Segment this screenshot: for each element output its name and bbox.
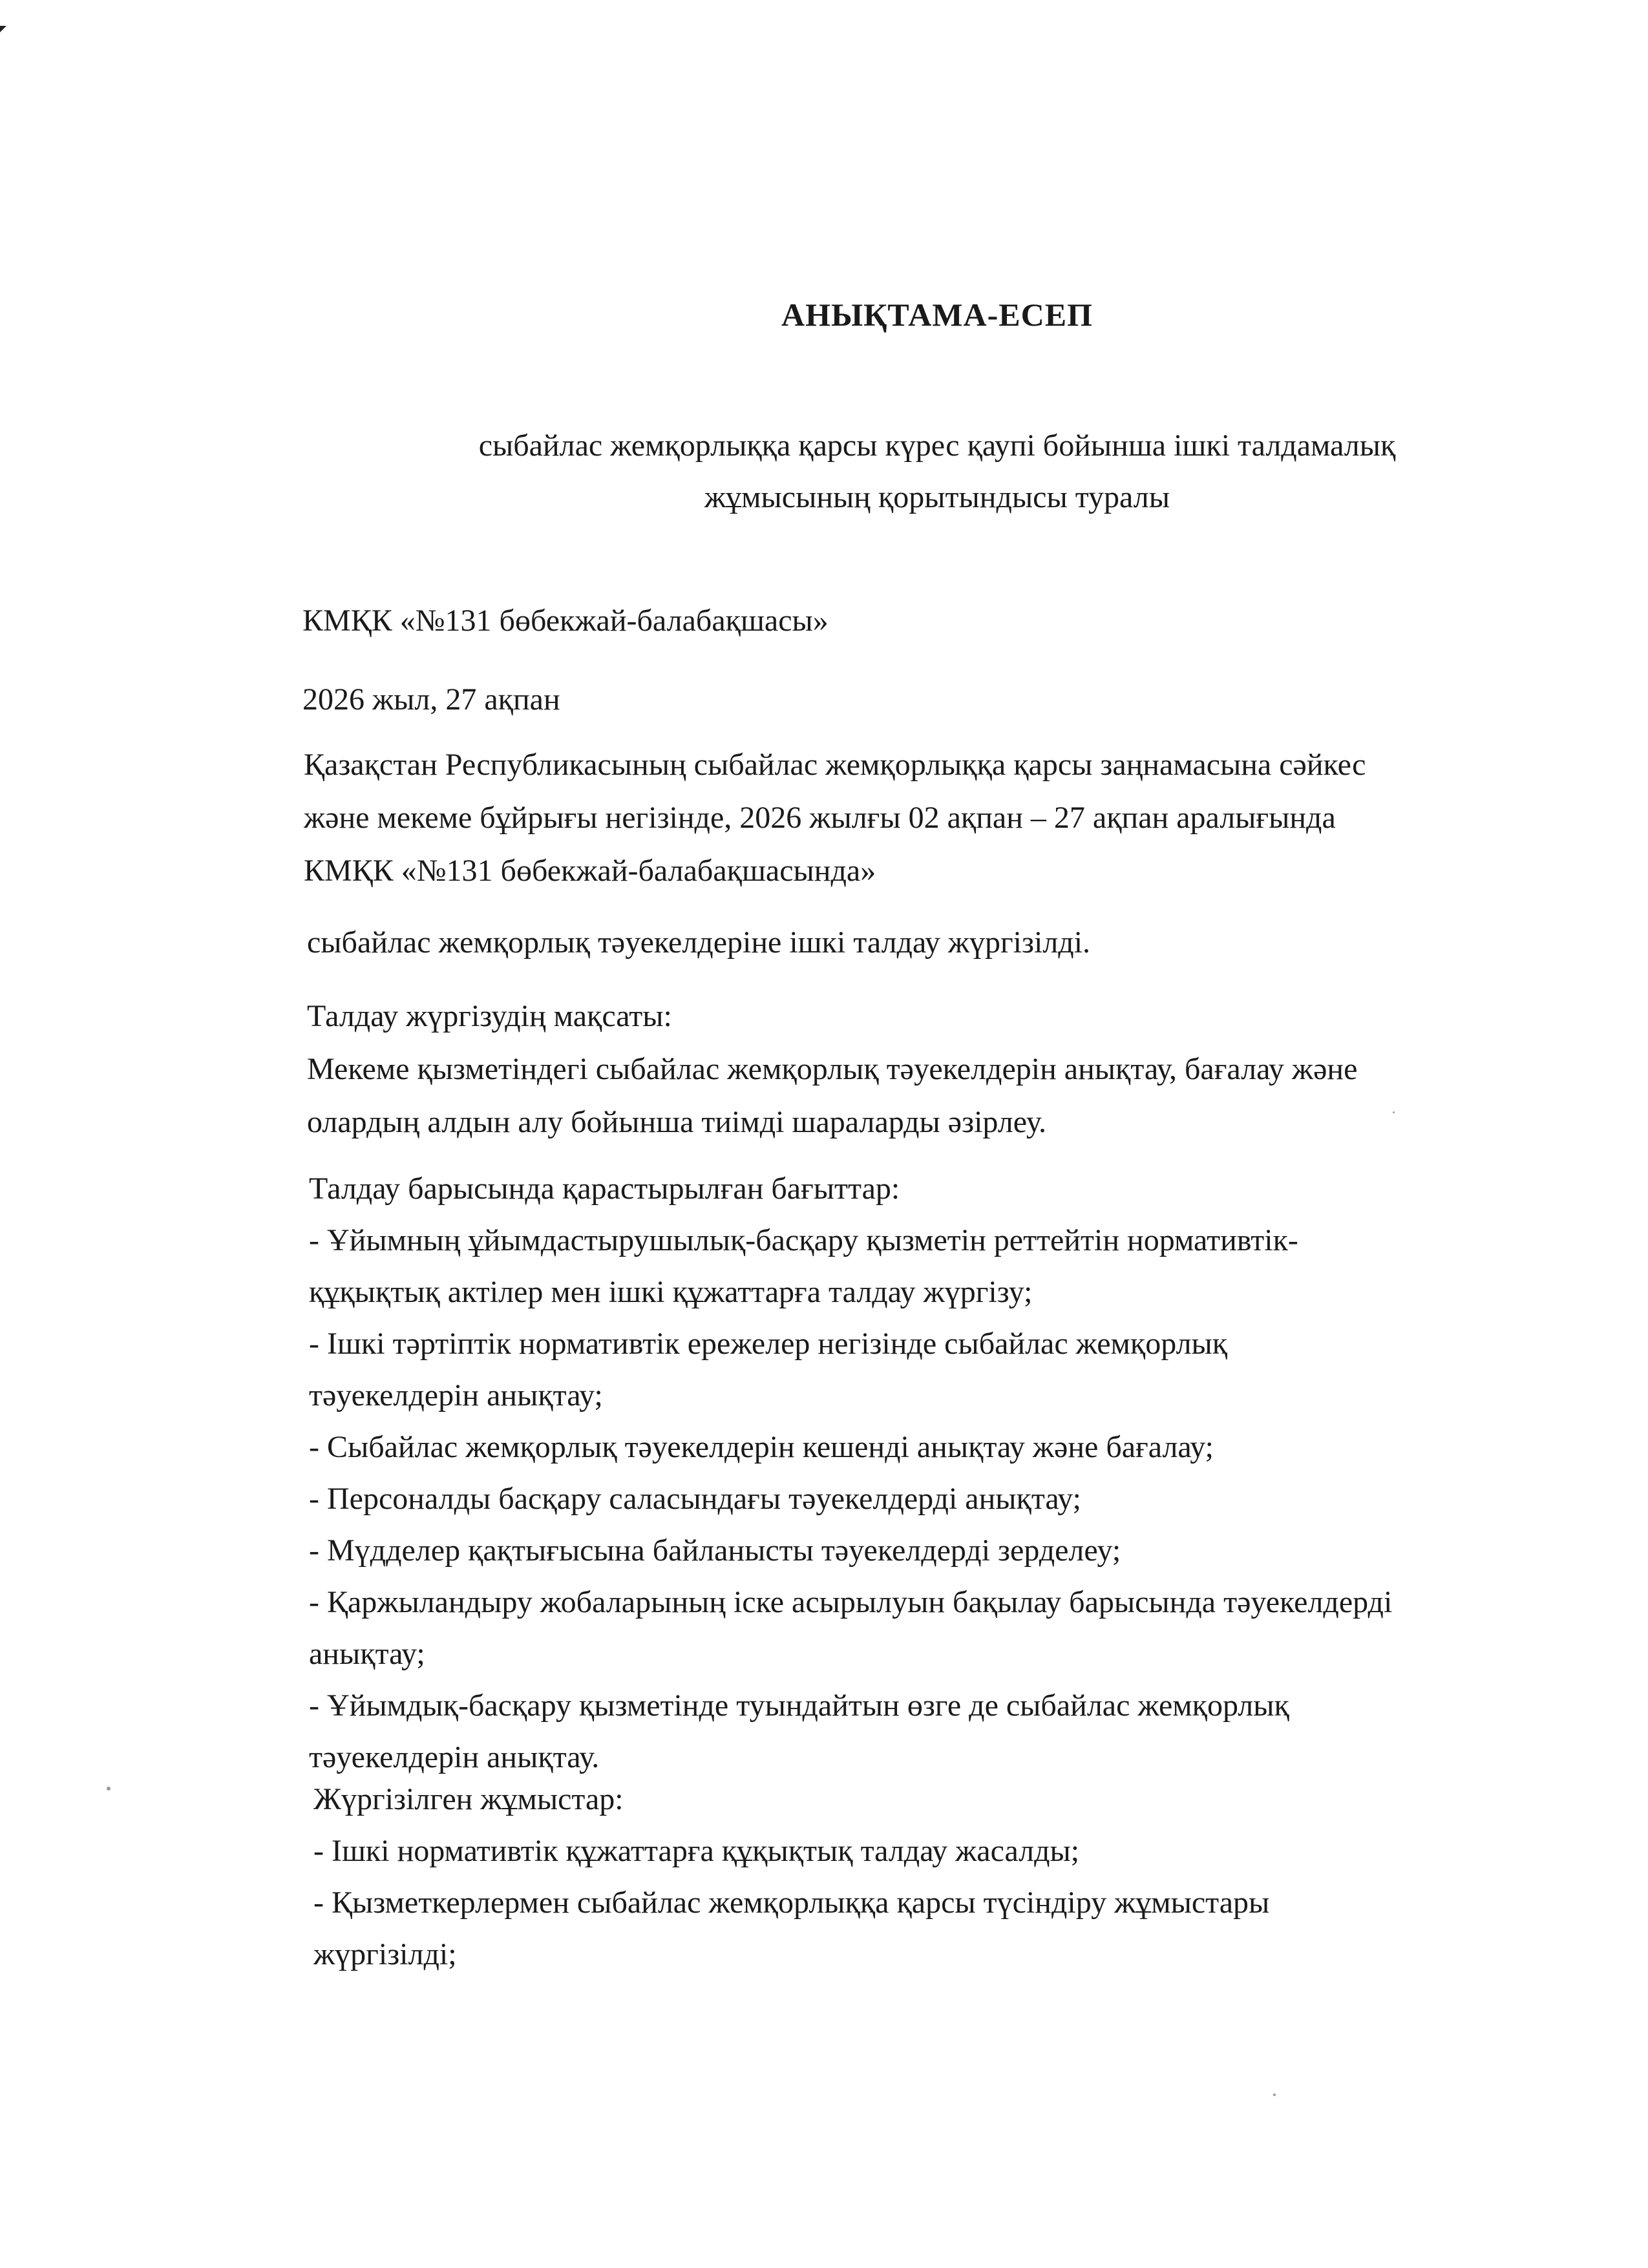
document-subtitle: [388, 420, 1486, 523]
subtitle-line: сыбайлас жемқорлыққа қарсы күрес қаупі бойынша ішкі талдамалық: [478, 428, 1396, 463]
goal-section: [307, 990, 1357, 1149]
document-title: АНЫҚТАМА-ЕСЕП: [781, 297, 1093, 333]
directions-heading: Талдау барысында қарастырылған бағыттар:: [309, 1171, 900, 1206]
intro-paragraph: [304, 739, 1366, 898]
goal-heading: Талдау жүргізудің мақсаты:: [307, 999, 672, 1033]
goal-line: Мекеме қызметіндегі сыбайлас жемқорлық тәуекелдерін анықтау, бағалау және: [307, 1052, 1358, 1086]
directions-line: - Сыбайлас жемқорлық тәуекелдерін кешенді анықтау және бағалау;: [309, 1430, 1214, 1464]
directions-line: - Ұйымдық-басқару қызметінде туындайтын өзге де сыбайлас жемқорлық: [309, 1688, 1289, 1723]
works-line: - Қызметкерлермен сыбайлас жемқорлыққа қарсы түсіндіру жұмыстары: [313, 1885, 1270, 1920]
intro-line: және мекеме бұйрығы негізінде, 2026 жылғы 02 ақпан – 27 ақпан аралығында: [304, 801, 1336, 835]
scan-speck: [1393, 1111, 1395, 1113]
scan-speck: [107, 1787, 111, 1790]
directions-line: тәуекелдерін анықтау;: [309, 1378, 603, 1412]
works-line: жүргізілді;: [313, 1937, 457, 1971]
scan-speck: [1273, 2094, 1276, 2096]
subtitle-line: жұмысының қорытындысы туралы: [704, 480, 1170, 514]
organization-name: КМҚК «№131 бөбекжай-балабақшасы»: [302, 604, 829, 638]
directions-line: - Персоналды басқару саласындағы тәуекелдерді анықтау;: [309, 1482, 1081, 1516]
directions-line: анықтау;: [309, 1637, 425, 1671]
goal-line: олардың алдын алу бойынша тиімді шараларды әзірлеу.: [307, 1105, 1047, 1139]
works-section: [313, 1774, 1269, 1980]
directions-line: - Ішкі тәртіптік нормативтік ережелер негізінде сыбайлас жемқорлық: [309, 1327, 1228, 1361]
document-date: 2026 жыл, 27 ақпан: [302, 682, 560, 717]
directions-line: - Мүдделер қақтығысына байланысты тәуекелдерді зерделеу;: [309, 1533, 1121, 1568]
scan-corner-mark: [0, 26, 6, 32]
works-line: - Ішкі нормативтік құжаттарға құқықтық талдау жасалды;: [313, 1834, 1080, 1868]
intro-line: КМҚК «№131 бөбекжай-балабақшасында»: [304, 854, 876, 888]
directions-section: [309, 1163, 1392, 1783]
intro-line: Қазақстан Республикасының сыбайлас жемқорлыққа қарсы заңнамасына сәйкес: [304, 748, 1366, 782]
works-heading: Жүргізілген жұмыстар:: [313, 1782, 624, 1816]
intro-continuation: сыбайлас жемқорлық тәуекелдеріне ішкі талдау жүргізілді.: [307, 925, 1091, 960]
directions-line: - Қаржыландыру жобаларының іске асырылуын бақылау барысында тәуекелдерді: [309, 1585, 1393, 1619]
directions-line: тәуекелдерін анықтау.: [309, 1740, 600, 1774]
directions-line: құқықтық актілер мен ішкі құжаттарға талдау жүргізу;: [309, 1275, 1033, 1309]
directions-line: - Ұйымның ұйымдастырушылық-басқару қызметін реттейтін нормативтік-: [309, 1223, 1298, 1257]
